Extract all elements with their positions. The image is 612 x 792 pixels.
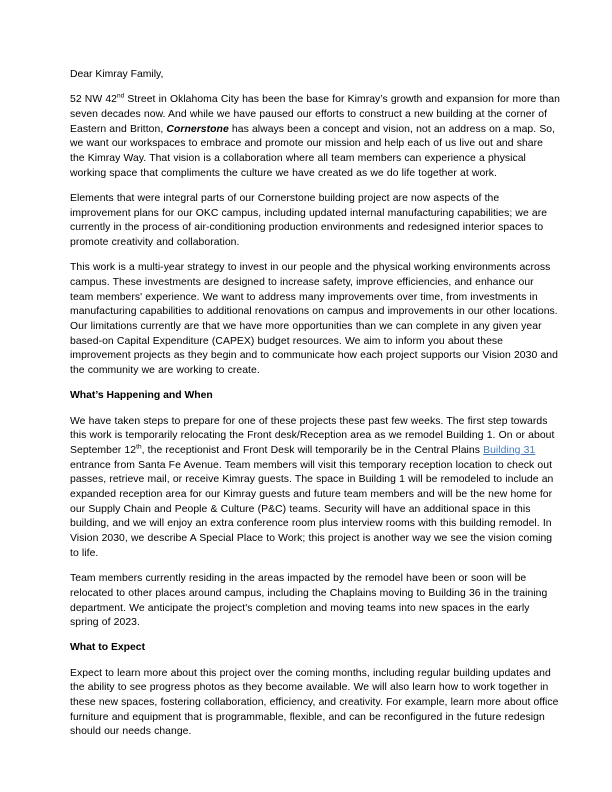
emphasis-cornerstone: Cornerstone — [166, 123, 229, 135]
paragraph-relocation-details — [70, 415, 560, 562]
heading-what-to-expect: What to Expect — [70, 642, 146, 654]
heading-whats-happening-and-when: What’s Happening and When — [70, 390, 213, 402]
link-building-31[interactable]: Building 31 — [483, 444, 536, 456]
paragraph-intro-text-a: 52 NW 42 — [70, 94, 118, 106]
paragraph-relocation-text-c: entrance from Santa Fe Avenue. Team members will visit this temporary reception location to check out passes, retrieve mail, or receive Kimray guests. The space in Building 1 will be remodeled to include an expanded reception area for our Kimray guests and future team members and will be the new home for our Supply Chain and People & Culture (P&C) teams. Security will have an additional space in this building, and we will enjoy an extra conference room plus interview rooms with this building remodel. In Vision 2030, we describe A Special Place to Work; this project is another way we see the vision coming to life. — [70, 459, 554, 559]
salutation: Dear Kimray Family, — [70, 69, 164, 80]
ordinal-suffix-nd: nd — [117, 92, 125, 100]
paragraph-relocation-text-a: We have taken steps to prepare for one of these projects these past few weeks. The first step towards this work is temporarily relocating the Front desk/Reception area as we remodel Building 1. On or about September 12 — [70, 415, 555, 456]
paragraph-expectations: Expect to learn more about this project over the coming months, including regular building updates and the ability to see progress photos as they become available. We will also learn how to work together in these new spaces, fostering collaboration, efficiency, and creativity. For example, learn more about office furniture and equipment that is programmable, flexible, and can be reconfigured in the future redesign should our needs change. — [70, 667, 559, 738]
paragraph-strategy: This work is a multi-year strategy to invest in our people and the physical working environments across campus. These investments are designed to increase safety, improve efficiencies, and enhance our team members' experience. We want to address many improvements over time, from investments in manufacturing capabilities to additional renovations on campus and improvements in our other locations. Our limitations currently are that we have more opportunities than we can complete in any given year based-on Capital Expenditure (CAPEX) budget resources. We aim to inform you about these improvement projects as they begin and to communicate how each project supports our Vision 2030 and the community we are working to create. — [70, 262, 558, 377]
paragraph-relocation-text-b: , the receptionist and Front Desk will temporarily be in the Central Plains — [141, 444, 484, 456]
ordinal-suffix-th: th — [136, 443, 142, 451]
paragraph-intro-text-c: has always been a concept and vision, not an address on a map. So, we want our workspaces to embrace and promote our mission and help each of us live out and share the Kimray Way. That vision is a collaboration where all team members can experience a physical working space that compliments the culture we have created as we do life together at work. — [70, 123, 556, 179]
paragraph-intro — [70, 93, 560, 181]
paragraph-intro-text-b: Street in Oklahoma City has been the base for Kimray’s growth and expansion for more than seven decades now. And while we have paused our efforts to construct a new building at the corner of Eastern and Britton, — [70, 94, 560, 135]
paragraph-elements: Elements that were integral parts of our Cornerstone building project are now aspects of the improvement plans for our OKC campus, including updated internal manufacturing capabilities; we are currently in the process of air-conditioning production environments and redesigned interior spaces to promote creativity and collaboration. — [70, 192, 548, 249]
document-body — [70, 68, 560, 740]
paragraph-team-relocation: Team members currently residing in the areas impacted by the remodel have been or soon will be relocated to other places around campus, including the Chaplains moving to Building 36 in the training department. We anticipate the project's completion and moving teams into new spaces in the early spring of 2023. — [70, 573, 548, 629]
